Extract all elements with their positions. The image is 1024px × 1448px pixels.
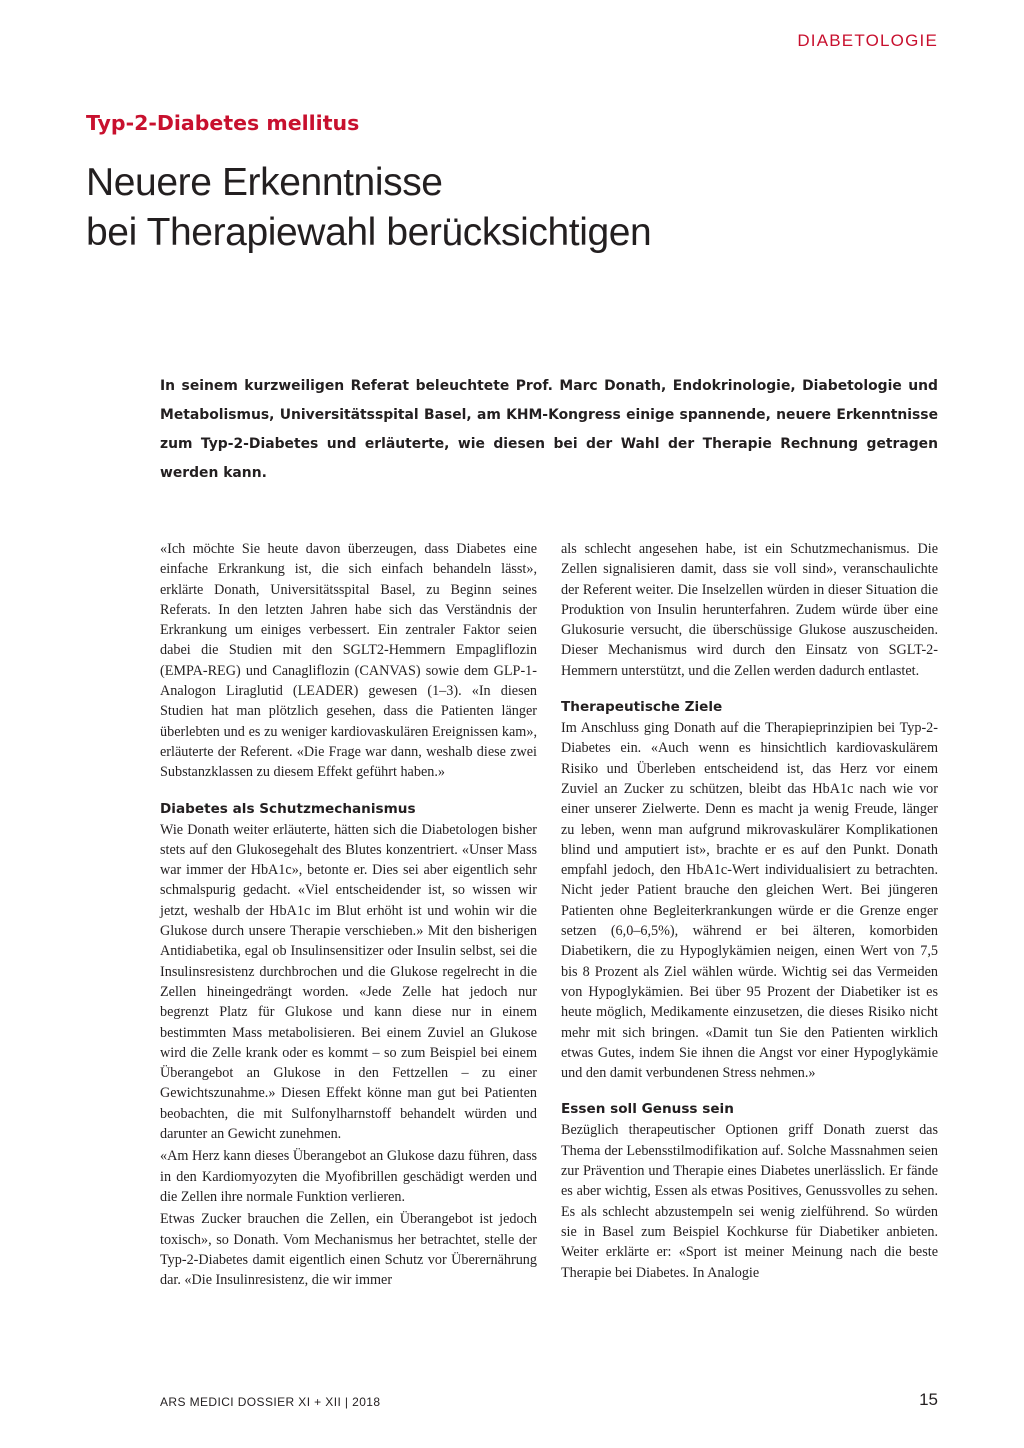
- section-label: DIABETOLOGIE: [797, 31, 938, 50]
- section-heading: Therapeutische Ziele: [561, 699, 723, 716]
- left-column: [160, 539, 537, 1292]
- section-heading: Essen soll Genuss sein: [561, 1101, 734, 1118]
- lead-paragraph: In seinem kurzweiligen Referat beleuchtete Prof. Marc Donath, Endokrinologie, Diabetologie und Metabolismus, Universitätsspital Basel, am KHM-Kongress einige spannende, neuere Erkenntnisse zum Typ-2-Diabetes und erläuterte, wie diesen bei der Wahl der Therapie Rechnung getragen werden kann.: [160, 378, 938, 481]
- body-paragraph: «Am Herz kann dieses Überangebot an Glukose dazu führen, dass in den Kardiomyozyten die Myofibrillen geschädigt werden und die Zellen ihre normale Funktion verlieren.: [160, 1148, 537, 1205]
- article-kicker: Typ-2-Diabetes mellitus: [86, 111, 360, 135]
- title-line-1: Neuere Erkenntnisse: [86, 161, 443, 204]
- page-number: 15: [919, 1390, 938, 1409]
- body-paragraph: Bezüglich therapeutischer Optionen griff Donath zuerst das Thema der Lebensstilmodifikation auf. Solche Massnahmen seien zur Prävention und Therapie eines Diabetes unerlässlich. Er fände es aber wichtig, Essen als etwas Positives, Genussvolles zu sehen. Es als schlecht abzustempeln sei wenig zielführend. So würden sie in Basel zum Beispiel Kochkurse für Diabetiker anbieten. Weiter erklärte er: «Sport ist meiner Meinung nach die beste Therapie bei Diabetes. In Analogie: [561, 1122, 938, 1281]
- journal-footer: ARS MEDICI DOSSIER XI + XII | 2018: [160, 1395, 381, 1409]
- body-paragraph: Im Anschluss ging Donath auf die Therapieprinzipien bei Typ-2-Diabetes ein. «Auch wenn es hinsichtlich kardiovaskulärem Risiko und Überleben entscheidend ist, das Herz vor einem Zuviel an Zucker zu schützen, bleibt das HbA1c nach wie vor einer unserer Zielwerte. Denn es macht ja wenig Freude, länger zu leben, wenn man aufgrund mikrovaskulärer Komplikationen blind und amputiert ist», brachte er es auf den Punkt. Donath empfahl jedoch, den HbA1c-Wert individualisiert zu betrachten. Nicht jeder Patient brauche den gleichen Wert. Bei jüngeren Patienten ohne Begleiterkrankungen würde er die Grenze enger setzen (6,0–6,5%), während er bei älteren, komorbiden Diabetikern, die zu Hypoglykämien neigen, einen Wert von 7,5 bis 8 Prozent als Ziel wählen würde. Wichtig sei das Vermeiden von Hypoglykämien. Bei über 95 Prozent der Diabetiker ist es heute möglich, Medikamente einzusetzen, die dieses Risiko nicht mehr mit sich bringen. «Damit tun Sie den Patienten wirklich etwas Gutes, indem Sie ihnen die Angst vor einer Hypoglykämie und den damit verbundenen Stress nehmen.»: [561, 720, 938, 1082]
- body-paragraph: Wie Donath weiter erläuterte, hätten sich die Diabetologen bisher stets auf den Glukosegehalt des Blutes konzentriert. «Unser Mass war immer der HbA1c», betonte er. Dies sei aber eigentlich sehr schmalspurig gedacht. «Viel entscheidender ist, so wissen wir jetzt, weshalb der HbA1c im Blut erhöht ist und wohin wir die Glukose durch unsere Therapie verschieben.» Mit den bisherigen Antidiabetika, egal ob Insulinsensitizer oder Insulin selbst, sei die Insulinsresistenz durchbrochen und die Glukose regelrecht in die Zellen hineingedrängt worden. «Jede Zelle hat jedoch nur begrenzt Platz für Glukose und kann diese nur in einem bestimmten Mass metabolisieren. Bei einem Zuviel an Glukose wird die Zelle krank oder es kommt – so zum Beispiel bei einem Überangebot an Glukose in den Fettzellen – zu einer Gewichtszunahme.» Diesen Effekt könne man gut bei Patienten beobachten, die mit Sulfonylharnstoff behandelt würden und darunter an Gewicht zunehmen.: [160, 821, 537, 1143]
- body-paragraph: «Ich möchte Sie heute davon überzeugen, dass Diabetes eine einfache Erkrankung ist, die sich einfach behandeln lässt», erklärte Donath, Universitätsspital Basel, zu Beginn seines Referats. In den letzten Jahren habe sich das Verständnis der Erkrankung um einiges verbessert. Ein zentraler Faktor seien dabei die Studien mit den SGLT2-Hemmern Empagliflozin (EMPA-REG) und Canagliflozin (CANVAS) sowie dem GLP-1-Analogon Liraglutid (LEADER) gewesen (1–3). «In diesen Studien hat man plötzlich gesehen, dass die Patienten länger überlebten und es zu weniger kardiovaskulären Ereignissen kam», erläuterte der Referent. «Die Frage war dann, weshalb diese zwei Substanzklassen zu diesem Effekt geführt haben.»: [160, 541, 537, 781]
- title-line-2: bei Therapiewahl berücksichtigen: [86, 211, 652, 254]
- body-paragraph: Etwas Zucker brauchen die Zellen, ein Überangebot ist jedoch toxisch», so Donath. Vom Mechanismus her betrachtet, stelle der Typ-2-Diabetes damit eigentlich einen Schutz vor Überernährung dar. «Die Insulinresistenz, die wir immer: [160, 1211, 537, 1289]
- body-paragraph: als schlecht angesehen habe, ist ein Schutzmechanismus. Die Zellen signalisieren damit, dass sie voll sind», veranschaulichte der Referent weiter. Die Inselzellen würden in dieser Situation die Produktion von Insulin herunterfahren. Zudem würde über eine Glukosurie versucht, die überschüssige Glukose auszuscheiden. Dieser Mechanismus wird durch den Einsatz von SGLT-2-Hemmern unterstützt, und die Zellen werden dadurch entlastet.: [561, 541, 938, 679]
- right-column: [561, 539, 938, 1285]
- article-title: [86, 158, 946, 258]
- section-heading: Diabetes als Schutzmechanismus: [160, 800, 416, 817]
